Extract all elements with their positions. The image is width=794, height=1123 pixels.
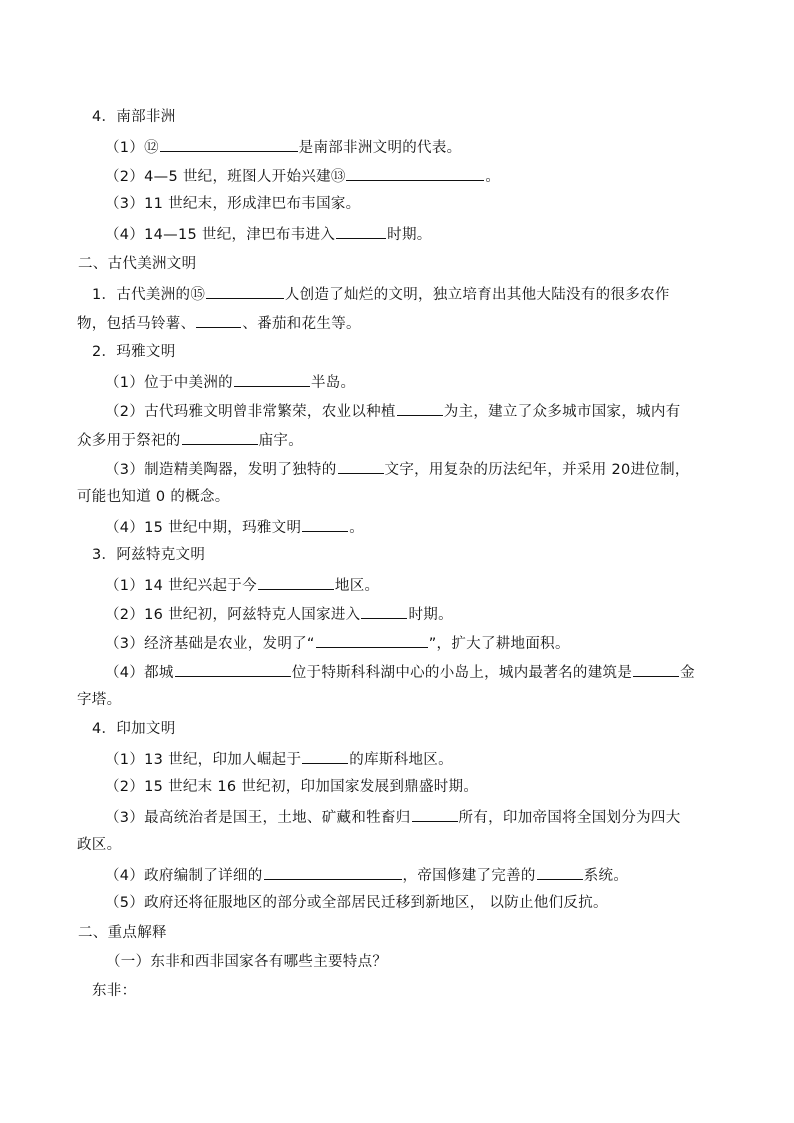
- maya-item-3: （3）制造精美陶器，发明了独特的 文字，用复杂的历法纪年，并采用 20进位制，: [105, 458, 690, 480]
- circled-number-12: ⑫: [144, 140, 159, 156]
- maya-item-1: （1）位于中美洲的 半岛。: [105, 371, 355, 393]
- maya-item-3-cont: 可能也知道 0 的概念。: [77, 489, 230, 505]
- inca-item-2: （2）15 世纪末 16 世纪初，印加国家发展到鼎盛时期。: [105, 779, 479, 795]
- fill-blank[interactable]: [397, 400, 443, 416]
- aztec-item-3: （3）经济基础是农业，发明了“ ”，扩大了耕地面积。: [105, 632, 570, 654]
- fill-blank[interactable]: [160, 136, 298, 152]
- fill-blank[interactable]: [537, 864, 583, 880]
- fill-blank[interactable]: [196, 312, 241, 328]
- inca-item-3: （3）最高统治者是国王，土地、矿藏和牲畜归 所有，印加帝国将全国划分为四大: [105, 806, 681, 828]
- maya-heading: 2．玛雅文明: [92, 344, 176, 360]
- maya-item-4: （4）15 世纪中期，玛雅文明 。: [105, 516, 364, 538]
- key-question-1: （一）东非和西非国家各有哪些主要特点？: [106, 954, 388, 970]
- inca-heading: 4．印加文明: [92, 721, 176, 737]
- southern-africa-heading: 4．南部非洲: [92, 109, 176, 125]
- fill-blank[interactable]: [206, 283, 284, 299]
- inca-item-3-cont: 政区。: [77, 837, 122, 853]
- fill-blank[interactable]: [338, 458, 384, 474]
- east-africa-label: 东非：: [92, 983, 137, 999]
- southern-africa-item-1: （1）⑫ 是南部非洲文明的代表。: [105, 136, 461, 158]
- circled-number-13: ⑬: [330, 169, 346, 185]
- fill-blank[interactable]: [302, 748, 348, 764]
- fill-blank[interactable]: [302, 516, 348, 532]
- americas-para-1: 1．古代美洲的⑮ 人创造了灿烂的文明，独立培育出其他大陆没有的很多农作: [92, 283, 670, 305]
- southern-africa-item-2: （2）4—5 世纪，班图人开始兴建⑬ 。: [105, 165, 500, 187]
- aztec-item-1: （1）14 世纪兴起于今 地区。: [105, 574, 379, 596]
- inca-item-5: （5）政府还将征服地区的部分或全部居民迁移到新地区， 以防止他们反抗。: [105, 895, 608, 911]
- fill-blank[interactable]: [258, 574, 334, 590]
- fill-blank[interactable]: [264, 864, 402, 880]
- maya-item-2-cont: 众多用于祭祀的 庙宇。: [77, 429, 303, 451]
- southern-africa-item-3: （3）11 世纪末，形成津巴布韦国家。: [105, 196, 361, 212]
- fill-blank[interactable]: [182, 429, 258, 445]
- aztec-item-4: （4）都城 位于特斯科科湖中心的小岛上，城内最著名的建筑是 金: [105, 661, 695, 683]
- aztec-item-2: （2）16 世纪初，阿兹特克人国家进入 时期。: [105, 603, 453, 625]
- inca-item-4: （4）政府编制了详细的 ，帝国修建了完善的 系统。: [105, 864, 628, 886]
- fill-blank[interactable]: [346, 165, 484, 181]
- inca-item-1: （1）13 世纪，印加人崛起于 的库斯科地区。: [105, 748, 453, 770]
- aztec-heading: 3．阿兹特克文明: [92, 547, 206, 563]
- americas-para-1-cont: 物，包括马铃薯、 、番茄和花生等。: [77, 312, 361, 334]
- fill-blank[interactable]: [633, 661, 679, 677]
- key-points-title: 二、重点解释: [78, 925, 167, 941]
- fill-blank[interactable]: [336, 223, 386, 239]
- southern-africa-item-4: （4）14—15 世纪，津巴布韦进入 时期。: [105, 223, 432, 245]
- fill-blank[interactable]: [412, 806, 458, 822]
- americas-section-title: 二、古代美洲文明: [78, 256, 197, 272]
- fill-blank[interactable]: [361, 603, 407, 619]
- fill-blank[interactable]: [316, 632, 428, 648]
- fill-blank[interactable]: [175, 661, 291, 677]
- fill-blank[interactable]: [234, 371, 310, 387]
- aztec-item-4-cont: 字塔。: [77, 692, 122, 708]
- circled-number-15: ⑮: [190, 287, 205, 303]
- maya-item-2: （2）古代玛雅文明曾非常繁荣，农业以种植 为主，建立了众多城市国家，城内有: [105, 400, 681, 422]
